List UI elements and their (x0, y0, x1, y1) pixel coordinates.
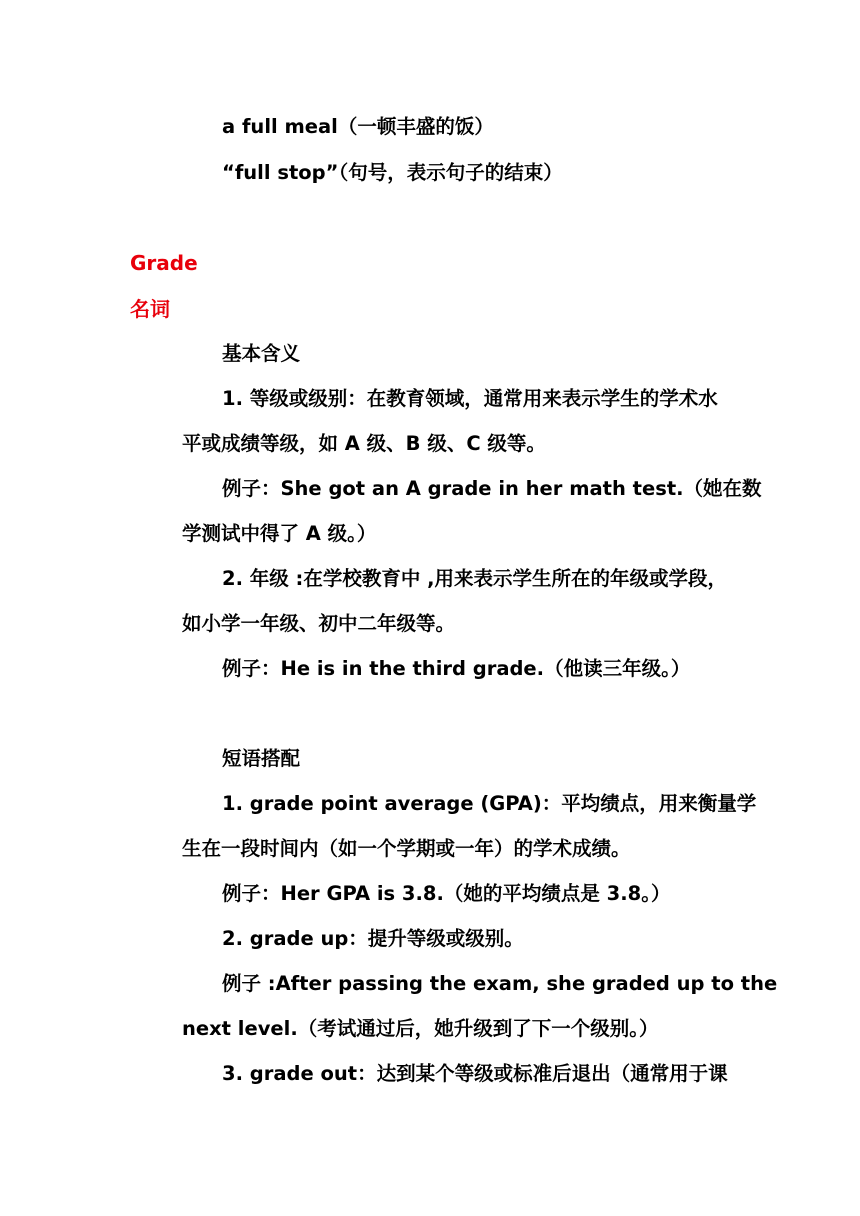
meaning-2-example: 例子：He is in the third grade.（他读三年级。） (222, 657, 691, 680)
section-title-phrases: 短语搭配 (222, 747, 301, 770)
meaning-1-example-line-1: 例子：She got an A grade in her math test.（她在数 (222, 477, 762, 500)
part-of-speech-heading: 名词 (130, 297, 170, 321)
phrase-1-line-1: 1. grade point average (GPA)：平均绩点，用来衡量学 (222, 792, 757, 815)
phrase-1-line-2: 生在一段时间内（如一个学期或一年）的学术成绩。 (182, 837, 631, 860)
meaning-1-line-2: 平或成绩等级，如 A 级、B 级、C 级等。 (182, 432, 546, 455)
example-phrase-full-meal: a full meal（一顿丰盛的饭） (222, 115, 494, 138)
meaning-1-line-1: 1. 等级或级别：在教育领域，通常用来表示学生的学术水 (222, 387, 718, 410)
meaning-1-example-line-2: 学测试中得了 A 级。） (182, 522, 377, 545)
phrase-2-example-line-2: next level.（考试通过后，她升级到了下一个级别。） (182, 1017, 659, 1040)
section-title-basic-meaning: 基本含义 (222, 342, 301, 365)
phrase-2-example-line-1: 例子 :After passing the exam, she graded up to the (222, 972, 778, 995)
phrase-1-example: 例子：Her GPA is 3.8.（她的平均绩点是 3.8。） (222, 882, 671, 905)
meaning-2-line-1: 2. 年级 :在学校教育中 ,用来表示学生所在的年级或学段， (222, 567, 728, 590)
entry-word-heading: Grade (130, 251, 198, 275)
phrase-2-line: 2. grade up：提升等级或级别。 (222, 927, 524, 950)
phrase-3-line-1: 3. grade out：达到某个等级或标准后退出（通常用于课 (222, 1062, 728, 1085)
example-phrase-full-stop: “full stop”（句号，表示句子的结束） (222, 161, 563, 184)
meaning-2-line-2: 如小学一年级、初中二年级等。 (182, 612, 456, 635)
